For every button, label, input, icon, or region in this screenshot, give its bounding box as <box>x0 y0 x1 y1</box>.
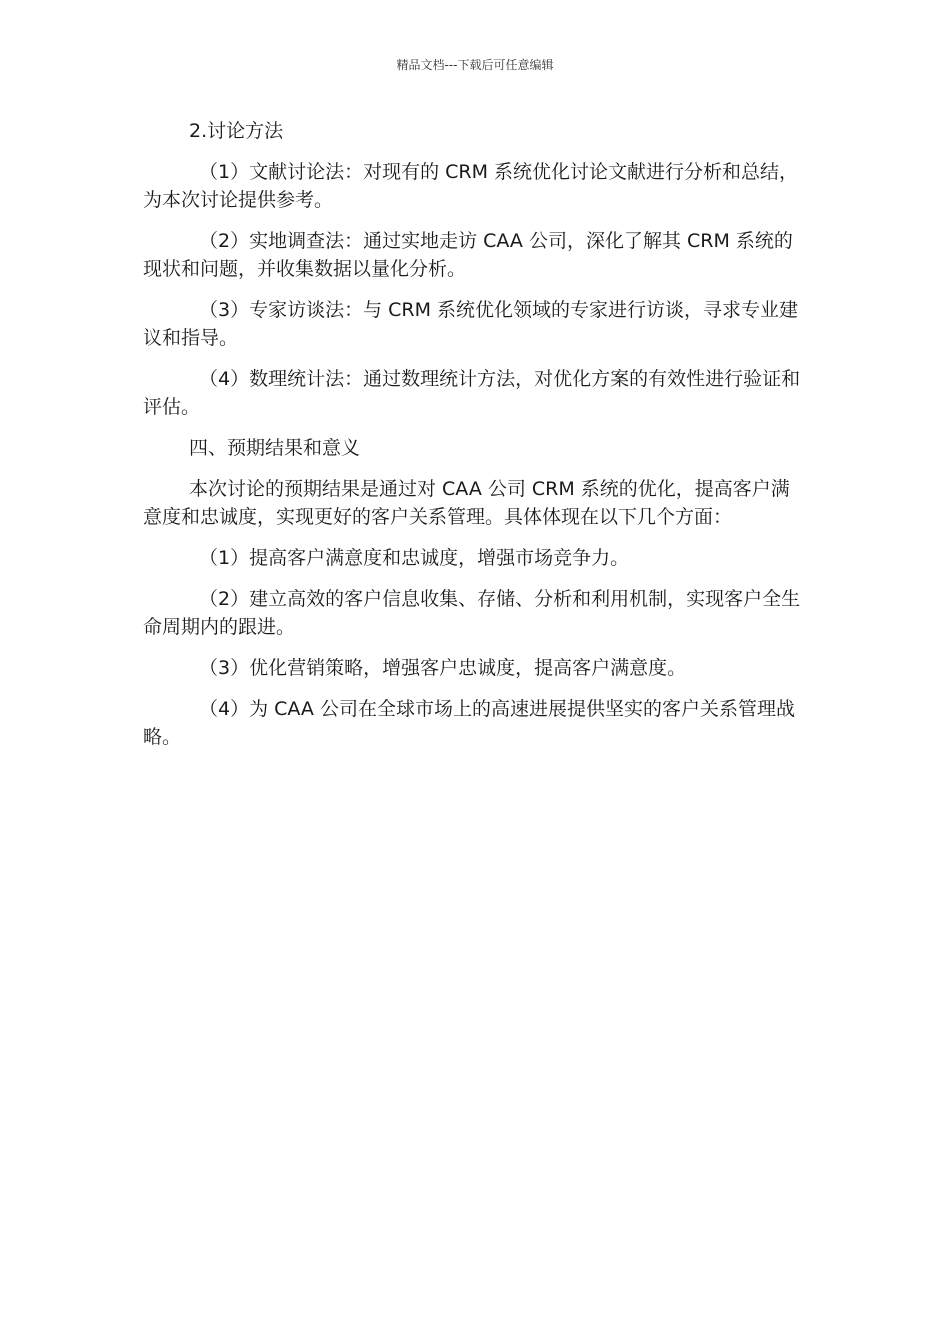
method-item-2: （2）实地调查法：通过实地走访 CAA 公司，深化了解其 CRM 系统的现状和问题，并收集数据以量化分析。 <box>143 230 793 280</box>
section-heading-methods: 2.讨论方法 <box>189 120 284 142</box>
result-item-3: （3）优化营销策略，增强客户忠诚度，提高客户满意度。 <box>199 657 687 679</box>
document-body <box>143 117 807 751</box>
method-item-1: （1）文献讨论法：对现有的 CRM 系统优化讨论文献进行分析和总结，为本次讨论提供参考。 <box>143 161 799 211</box>
results-intro: 本次讨论的预期结果是通过对 CAA 公司 CRM 系统的优化，提高客户满意度和忠诚度，实现更好的客户关系管理。具体体现在以下几个方面： <box>143 478 790 528</box>
result-item-2: （2）建立高效的客户信息收集、存储、分析和利用机制，实现客户全生命周期内的跟进。 <box>143 588 801 638</box>
section-heading-results: 四、预期结果和意义 <box>189 437 361 459</box>
result-item-1: （1）提高客户满意度和忠诚度，增强市场竞争力。 <box>199 547 630 569</box>
result-item-4: （4）为 CAA 公司在全球市场上的高速进展提供坚实的客户关系管理战略。 <box>143 698 795 748</box>
page-header: 精品文档---下载后可任意编辑 <box>396 58 554 72</box>
method-item-4: （4）数理统计法：通过数理统计方法，对优化方案的有效性进行验证和评估。 <box>143 368 801 418</box>
method-item-3: （3）专家访谈法：与 CRM 系统优化领域的专家进行访谈，寻求专业建议和指导。 <box>143 299 799 349</box>
